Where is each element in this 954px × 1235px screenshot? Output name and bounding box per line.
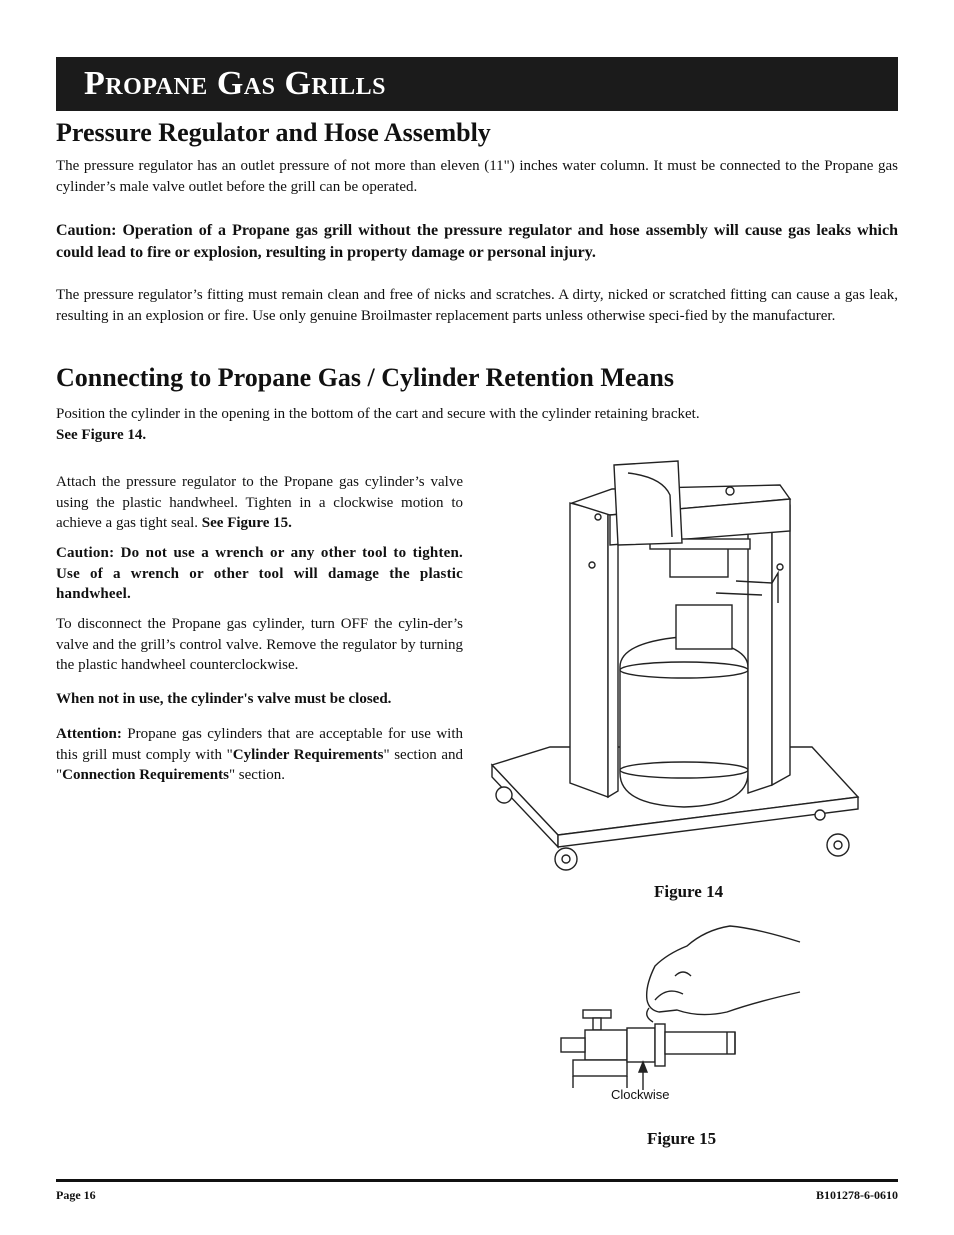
figure-15-handwheel-illustration: [555, 920, 815, 1090]
attention-text-a: Propane gas cylinders that are acceptable for use with this grill must comply with ": [56, 726, 463, 763]
attention-label: Attention:: [56, 726, 122, 742]
document-id: B101278-6-0610: [816, 1188, 898, 1202]
footer-rule: [56, 1179, 898, 1182]
position-paragraph: [56, 404, 898, 445]
see-figure-15-ref: See Figure 15.: [201, 515, 292, 531]
attention-text-c: " section and ": [56, 746, 463, 783]
valve-closed-note: When not in use, the cylinder's valve must be closed.: [56, 691, 392, 707]
clockwise-label: Clockwise: [611, 1087, 670, 1102]
page-number: Page 16: [56, 1188, 96, 1202]
header-banner: [56, 57, 898, 111]
hand-illustration: [647, 926, 800, 1022]
figure-14-caption: Figure 14: [654, 882, 724, 901]
figure-15-caption: Figure 15: [647, 1129, 717, 1148]
page-title: Propane Gas Grills: [84, 65, 386, 102]
disconnect-paragraph: To disconnect the Propane gas cylinder, turn OFF the cylin-der’s valve and the grill’s control valve. Remove the regulator by turning the plastic handwheel counterclockwise.: [56, 616, 463, 673]
position-text: Position the cylinder in the opening in the bottom of the cart and secure with the cylinder retaining bracket.: [56, 406, 700, 422]
wrench-caution: Caution: Do not use a wrench or any other tool to tighten. Use of a wrench or other tool will damage the plastic handwheel.: [56, 545, 463, 602]
see-figure-14-ref: See Figure 14.: [56, 426, 147, 443]
attention-paragraph: [56, 724, 463, 786]
regulator-paragraph: The pressure regulator has an outlet pressure of not more than eleven (11") inches water column. It must be connected to the Propane gas cylinder’s male valve outlet before the grill can be operated.: [56, 158, 898, 195]
plastic-handwheel: [627, 1024, 735, 1066]
attention-text-e: " section.: [228, 767, 286, 783]
figure-14-cart-illustration: [480, 455, 880, 880]
cylinder-valve: [561, 1010, 627, 1088]
section-heading-regulator: Pressure Regulator and Hose Assembly: [56, 118, 491, 147]
regulator-fitting-paragraph: The pressure regulator’s fitting must remain clean and free of nicks and scratches. A dirty, nicked or scratched fitting can cause a gas leak, resulting in an explosion or fire. Use only genuine Broilmaster replacement parts unless otherwise speci-fied by the manufacturer.: [56, 287, 898, 324]
attach-text: Attach the pressure regulator to the Propane gas cylinder’s valve using the plastic handwheel. Tighten in a clockwise motion to achieve a gas tight seal.: [56, 474, 463, 531]
attach-paragraph: [56, 472, 463, 534]
cylinder-requirements-ref: Cylinder Requirements: [232, 746, 384, 763]
connection-requirements-ref: Connection Requirements: [62, 767, 229, 783]
section-heading-connecting: Connecting to Propane Gas / Cylinder Retention Means: [56, 363, 674, 392]
regulator-caution: Caution: Operation of a Propane gas grill without the pressure regulator and hose assembly will cause gas leaks which could lead to fire or explosion, resulting in property damage or personal injury.: [56, 222, 898, 261]
propane-cylinder: [620, 605, 748, 807]
